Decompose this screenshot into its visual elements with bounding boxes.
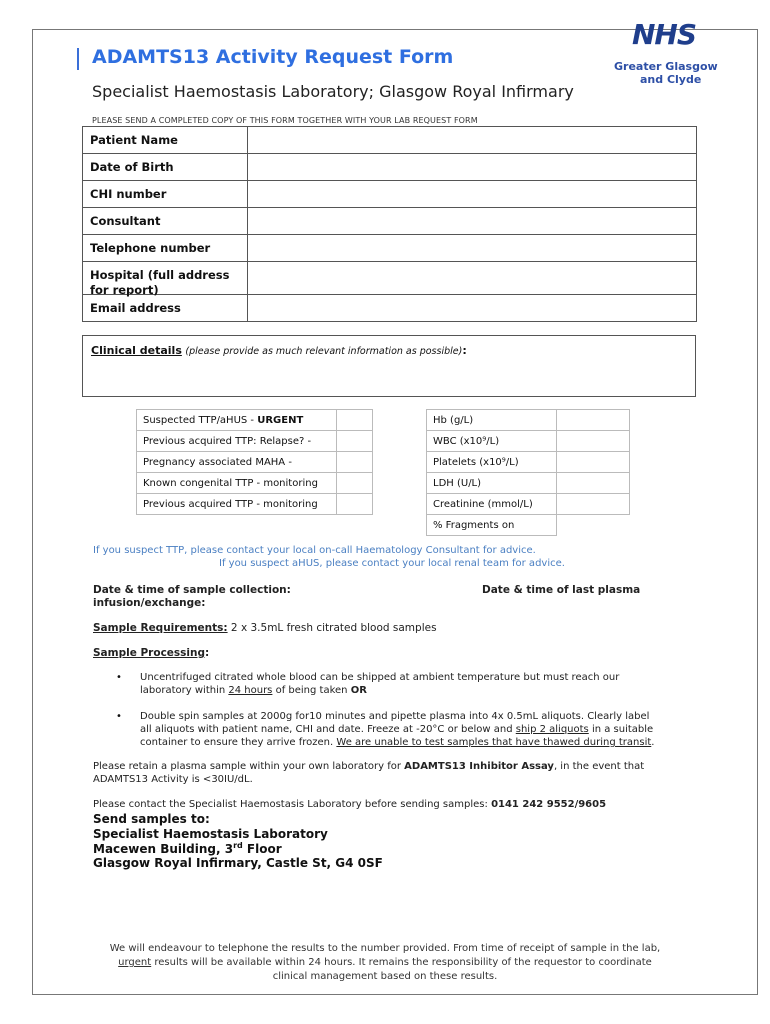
indication-checkbox[interactable] [337, 452, 373, 473]
lab-label: Hb (g/L) [427, 410, 557, 431]
logo-line-2: and Clyde [640, 73, 702, 86]
lab-value-input[interactable] [557, 431, 630, 452]
field-label: Hospital (full address for report) [90, 268, 230, 297]
bullet-2-line-3 [140, 737, 654, 748]
retain-text: , in the event that [553, 761, 645, 772]
table-row [137, 473, 373, 494]
bullet-1-line-1: Uncentrifuged citrated whole blood can be shipped at ambient temperature but must reach our [140, 672, 620, 683]
processing-label: Sample Processing [93, 647, 206, 659]
retain-text: Please retain a plasma sample within your own laboratory for [93, 761, 405, 772]
bullet-1-line-2 [140, 685, 367, 696]
page-title: ADAMTS13 Activity Request Form [92, 46, 454, 68]
indication-table [136, 409, 373, 515]
table-row [137, 452, 373, 473]
logo-line-1: Greater Glasgow [614, 60, 718, 73]
footer-urgent: urgent [118, 957, 152, 968]
table-row [83, 181, 697, 208]
table-row [427, 494, 630, 515]
lab-label: Creatinine (mmol/L) [427, 494, 557, 515]
bullet-2-line-2 [140, 724, 653, 735]
table-row [83, 127, 697, 154]
address-line-1: Specialist Haemostasis Laboratory [93, 827, 328, 841]
field-label: Telephone number [83, 235, 248, 262]
address-text: Floor [242, 842, 282, 856]
table-row [427, 515, 630, 536]
indication-label [137, 410, 337, 431]
footer-line-1: We will endeavour to telephone the results to the number provided. From time of receipt of sample in the lab, [109, 943, 661, 954]
bullet-text: container to ensure they arrive frozen. [140, 737, 337, 748]
bullet-underlined: We are unable to test samples that have thawed during transit [336, 737, 652, 748]
clinical-details-label: Clinical details [91, 344, 182, 357]
indication-checkbox[interactable] [337, 473, 373, 494]
nhs-wordmark [632, 18, 710, 52]
inhibitor-assay-label: ADAMTS13 Inhibitor Assay [404, 761, 554, 772]
address-text: Macewen Building, 3 [93, 842, 234, 856]
email-input[interactable] [248, 295, 697, 322]
contact-text: Please contact the Specialist Haemostasis Laboratory before sending samples: [93, 799, 492, 810]
table-row [137, 494, 373, 515]
table-row [427, 473, 630, 494]
lab-label: LDH (U/L) [427, 473, 557, 494]
field-label: CHI number [83, 181, 248, 208]
footer-text: results will be available within 24 hours. It remains the responsibility of the requestor to coordinate [151, 957, 652, 968]
requirements-value: 2 x 3.5mL fresh citrated blood samples [227, 622, 437, 634]
table-row [427, 431, 630, 452]
nhs-logo-text: NHS [632, 18, 697, 51]
table-row [427, 452, 630, 473]
indication-label: Previous acquired TTP - monitoring [137, 494, 337, 515]
patient-details-table [82, 126, 697, 322]
lab-label: % Fragments on [427, 515, 557, 536]
sample-requirements [93, 622, 437, 634]
table-row [83, 154, 697, 181]
clinical-details-hint: (please provide as much relevant information as possible) [185, 346, 463, 357]
address-line-2 [93, 841, 282, 856]
bullet-marker: • [116, 672, 122, 683]
table-row [137, 410, 373, 431]
page-subtitle: Specialist Haemostasis Laboratory; Glasgow Royal Infirmary [92, 82, 574, 101]
footer-line-2 [95, 956, 675, 970]
consultant-input[interactable] [248, 208, 697, 235]
date-of-birth-input[interactable] [248, 154, 697, 181]
address-heading: Send samples to: [93, 812, 210, 826]
patient-name-input[interactable] [248, 127, 697, 154]
field-label: Email address [83, 295, 248, 322]
table-row [83, 235, 697, 262]
footer-note [95, 942, 675, 984]
footer-line-3: clinical management based on these results. [272, 971, 498, 982]
clinical-colon: : [462, 344, 467, 357]
indication-checkbox[interactable] [337, 410, 373, 431]
processing-colon: : [205, 647, 210, 659]
indication-checkbox[interactable] [337, 494, 373, 515]
sample-processing-heading [93, 647, 209, 659]
table-row [83, 295, 697, 322]
ttp-advice: If you suspect TTP, please contact your local on-call Haematology Consultant for advice. [93, 545, 536, 556]
collection-date-label: Date & time of sample collection: [93, 584, 291, 596]
bullet-text: all aliquots with patient name, CHI and date. Freeze at -20°C or below and [140, 724, 516, 735]
infusion-label: infusion/exchange: [93, 597, 206, 609]
lab-value-input[interactable] [557, 452, 630, 473]
retain-line-2: ADAMTS13 Activity is <30IU/dL. [93, 774, 253, 785]
lab-results-table [426, 409, 630, 536]
table-row [137, 431, 373, 452]
urgent-label: URGENT [257, 414, 304, 426]
bullet-marker: • [116, 711, 122, 722]
retain-line-1 [93, 761, 644, 772]
table-row [427, 410, 630, 431]
address-line-3: Glasgow Royal Infirmary, Castle St, G4 0SF [93, 856, 383, 870]
indication-label: Known congenital TTP - monitoring [137, 473, 337, 494]
bullet-underlined: ship 2 aliquots [515, 724, 589, 735]
telephone-input[interactable] [248, 235, 697, 262]
field-label: Patient Name [83, 127, 248, 154]
indication-label: Pregnancy associated MAHA - [137, 452, 337, 473]
requirements-label: Sample Requirements: [93, 622, 228, 634]
field-label: Consultant [83, 208, 248, 235]
table-row [83, 262, 697, 295]
bullet-text: in a suitable [588, 724, 654, 735]
lab-value-input[interactable] [557, 515, 630, 536]
bullet-bold-or: OR [350, 685, 367, 696]
ahus-advice: If you suspect aHUS, please contact your local renal team for advice. [219, 558, 565, 569]
bullet-2-line-1: Double spin samples at 2000g for10 minutes and pipette plasma into 4x 0.5mL aliquots. Clearly label [140, 711, 650, 722]
last-plasma-label: Date & time of last plasma [482, 584, 641, 596]
contact-line [93, 799, 606, 810]
chi-number-input[interactable] [248, 181, 697, 208]
clinical-details-heading [91, 344, 467, 357]
lab-label: WBC (x10⁹/L) [427, 431, 557, 452]
hospital-address-input[interactable] [248, 262, 697, 295]
contact-phone: 0141 242 9552/9605 [491, 799, 607, 810]
indication-checkbox[interactable] [337, 431, 373, 452]
field-label: Date of Birth [83, 154, 248, 181]
lab-value-input[interactable] [557, 410, 630, 431]
bullet-text: . [651, 737, 655, 748]
lab-value-input[interactable] [557, 494, 630, 515]
table-row [83, 208, 697, 235]
instruction-note: PLEASE SEND A COMPLETED COPY OF THIS FORM TOGETHER WITH YOUR LAB REQUEST FORM [92, 116, 478, 125]
clinical-details-box[interactable] [82, 335, 696, 397]
address-superscript: rd [233, 841, 243, 850]
field-label-cell [83, 262, 248, 295]
bullet-underlined: 24 hours [228, 685, 273, 696]
bullet-text: laboratory within [140, 685, 229, 696]
indication-text: Suspected TTP/aHUS - [143, 414, 258, 426]
indication-label: Previous acquired TTP: Relapse? - [137, 431, 337, 452]
bullet-text: of being taken [272, 685, 351, 696]
lab-label: Platelets (x10⁹/L) [427, 452, 557, 473]
lab-value-input[interactable] [557, 473, 630, 494]
title-accent-bar [77, 48, 79, 70]
